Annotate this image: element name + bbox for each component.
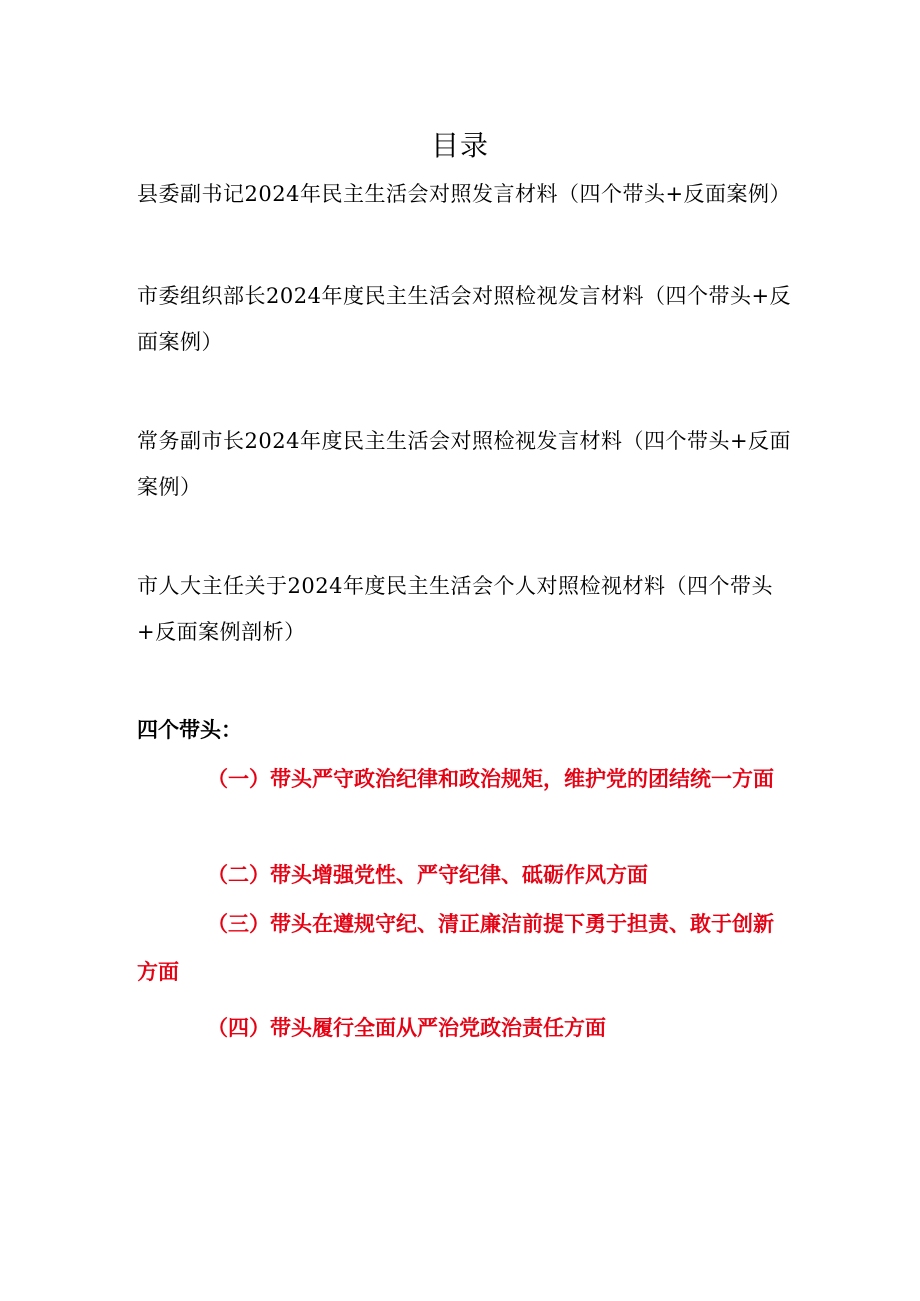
- four-leads-heading: 四个带头：: [137, 718, 242, 742]
- page-title: 目录: [430, 129, 489, 162]
- toc-item-4: 市人大主任关于2024年度民主生活会个人对照检视材料（四个带头+反面案例剖析）: [137, 574, 773, 644]
- toc-item-1: 县委副书记2024年民主生活会对照发言材料（四个带头+反面案例）: [137, 182, 792, 206]
- toc-item-2: 市委组织部长2024年度民主生活会对照检视发言材料（四个带头+反面案例）: [137, 284, 792, 354]
- lead-item-2: （二）带头增强党性、严守纪律、砥砺作风方面: [207, 863, 648, 887]
- lead-item-1: （一）带头严守政治纪律和政治规矩，维护党的团结统一方面: [207, 767, 774, 791]
- lead-item-4: （四）带头履行全面从严治党政治责任方面: [207, 1016, 606, 1040]
- lead-item-3: （三）带头在遵规守纪、清正廉洁前提下勇于担责、敢于创新方面: [137, 912, 774, 984]
- toc-item-3: 常务副市长2024年度民主生活会对照检视发言材料（四个带头+反面案例）: [137, 429, 792, 499]
